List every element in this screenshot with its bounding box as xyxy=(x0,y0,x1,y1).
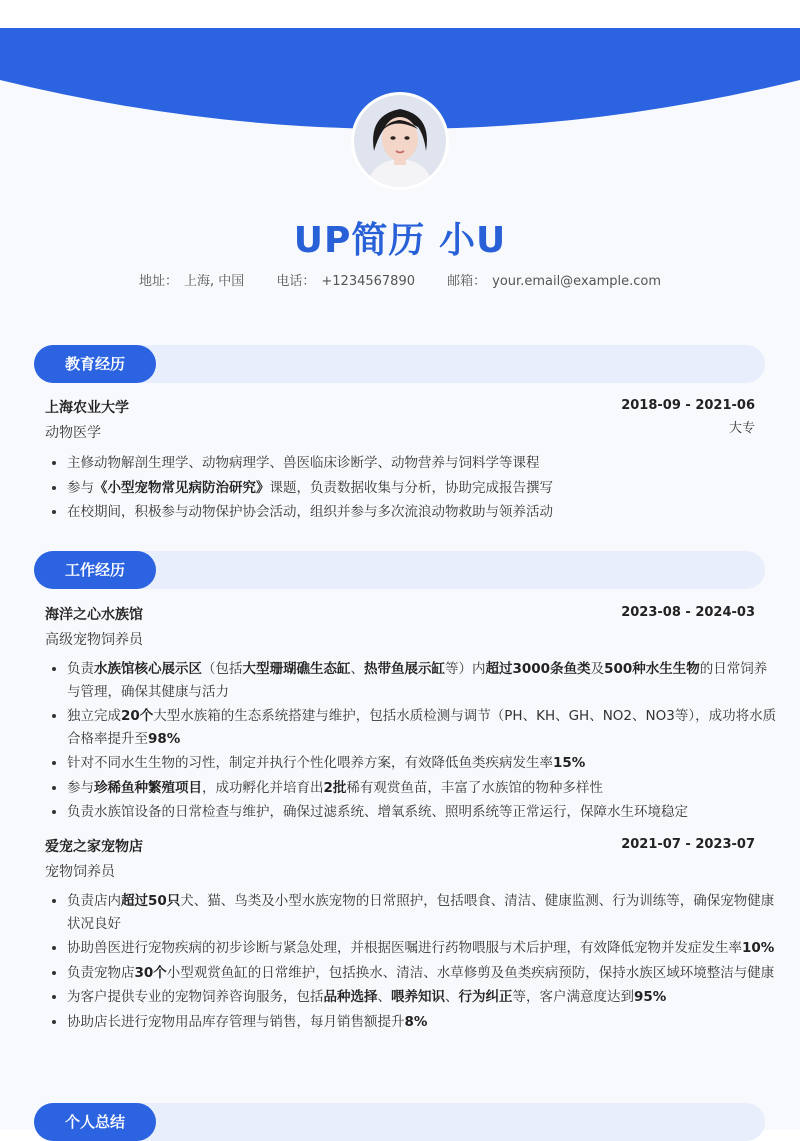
highlight-text: 10% xyxy=(742,940,775,956)
job-role: 高级宠物饲养员 xyxy=(45,632,143,648)
highlight-text: 热带鱼展示缸 xyxy=(364,661,445,677)
highlight-text: 15% xyxy=(553,755,586,771)
bullet-item: • 负责水族馆设备的日常检查与维护，确保过滤系统、增氧系统、照明系统等正常运行，保障水生环境稳定 xyxy=(67,801,779,824)
section-title: 个人总结 xyxy=(34,1103,156,1141)
degree: 大专 xyxy=(728,421,755,436)
highlight-text: 品种选择 xyxy=(323,989,378,1005)
bullet-item: • 在校期间，积极参与动物保护协会活动，组织并参与多次流浪动物救助与领养活动 xyxy=(67,501,779,524)
contact-phone: 电话： +1234567890 xyxy=(276,274,415,289)
highlight-text: 超过3000条鱼类 xyxy=(485,661,591,677)
bullet-item: • 针对不同水生生物的习性，制定并执行个性化喂养方案，有效降低鱼类疾病发生率15% xyxy=(67,752,779,775)
job-bullets xyxy=(45,658,779,826)
bullet-item: • 参与《小型宠物常见病防治研究》课题，负责数据收集与分析，协助完成报告撰写 xyxy=(67,477,779,500)
highlight-text: 8% xyxy=(404,1013,428,1030)
avatar xyxy=(351,92,449,190)
job-date: 2021-07 - 2023-07 xyxy=(621,837,755,852)
job-role: 宠物饲养员 xyxy=(45,864,115,880)
education-date: 2018-09 - 2021-06 xyxy=(621,398,755,413)
bullet-item: • 独立完成20个大型水族箱的生态系统搭建与维护，包括水质检测与调节（PH、KH、GH、NO2、NO3等），成功将水质合格率提升至98% xyxy=(67,705,779,750)
bullet-item: • 负责宠物店30个小型观赏鱼缸的日常维护，包括换水、清洁、水草修剪及鱼类疾病预防，保持水族区域环境整洁与健康 xyxy=(67,962,779,985)
company-name: 爱宠之家宠物店 xyxy=(45,839,143,855)
highlight-text: 喂养知识 xyxy=(391,989,445,1005)
summary-section-header xyxy=(34,1103,765,1141)
highlight-text: 超过50只 xyxy=(121,893,181,909)
school-name: 上海农业大学 xyxy=(45,400,129,416)
major: 动物医学 xyxy=(45,425,101,441)
highlight-text: 20个 xyxy=(121,708,154,724)
company-name: 海洋之心水族馆 xyxy=(45,607,143,623)
job-bullets xyxy=(45,890,779,1035)
highlight-text: 500种水生生物 xyxy=(604,661,700,677)
section-title: 工作经历 xyxy=(34,551,156,589)
bullet-item: • 协助店长进行宠物用品库存管理与销售，每月销售额提升8% xyxy=(67,1011,779,1034)
candidate-name: UP简历 小U xyxy=(293,220,507,261)
highlight-text: 行为纠正 xyxy=(458,989,513,1005)
highlight-text: 大型珊瑚礁生态缸 xyxy=(242,661,351,677)
highlight-text: 珍稀鱼种繁殖项目 xyxy=(94,779,202,796)
work-section-header xyxy=(34,551,765,589)
contact-info xyxy=(0,270,800,289)
bullet-item: • 主修动物解剖生理学、动物病理学、兽医临床诊断学、动物营养与饲料学等课程 xyxy=(67,452,779,475)
job-date: 2023-08 - 2024-03 xyxy=(621,605,755,620)
bullet-item: • 负责水族馆核心展示区（包括大型珊瑚礁生态缸、热带鱼展示缸等）内超过3000条鱼类及500种水生生物的日常饲养与管理，确保其健康与活力 xyxy=(67,658,779,703)
bullet-item: • 为客户提供专业的宠物饲养咨询服务，包括品种选择、喂养知识、行为纠正等，客户满意度达到95% xyxy=(67,986,779,1009)
highlight-text: 水族馆核心展示区 xyxy=(94,661,202,677)
contact-address: 地址： 上海, 中国 xyxy=(138,274,245,289)
section-title: 教育经历 xyxy=(34,345,156,383)
education-section-header xyxy=(34,345,765,383)
contact-email: 邮箱： your.email@example.com xyxy=(447,274,662,289)
education-bullets xyxy=(45,452,779,526)
bullet-item: • 参与珍稀鱼种繁殖项目，成功孵化并培育出2批稀有观赏鱼苗，丰富了水族馆的物种多样性 xyxy=(67,777,779,800)
highlight-text: 《小型宠物常见病防治研究》 xyxy=(94,479,270,496)
highlight-text: 2批 xyxy=(323,779,347,796)
highlight-text: 30个 xyxy=(134,964,167,981)
bullet-item: • 协助兽医进行宠物疾病的初步诊断与紧急处理，并根据医嘱进行药物喂服与术后护理，有效降低宠物并发症发生率10% xyxy=(67,937,779,960)
highlight-text: 98% xyxy=(148,730,181,747)
highlight-text: 95% xyxy=(634,989,667,1005)
bullet-item: • 负责店内超过50只犬、猫、鸟类及小型水族宠物的日常照护，包括喂食、清洁、健康监测、行为训练等，确保宠物健康状况良好 xyxy=(67,890,779,935)
